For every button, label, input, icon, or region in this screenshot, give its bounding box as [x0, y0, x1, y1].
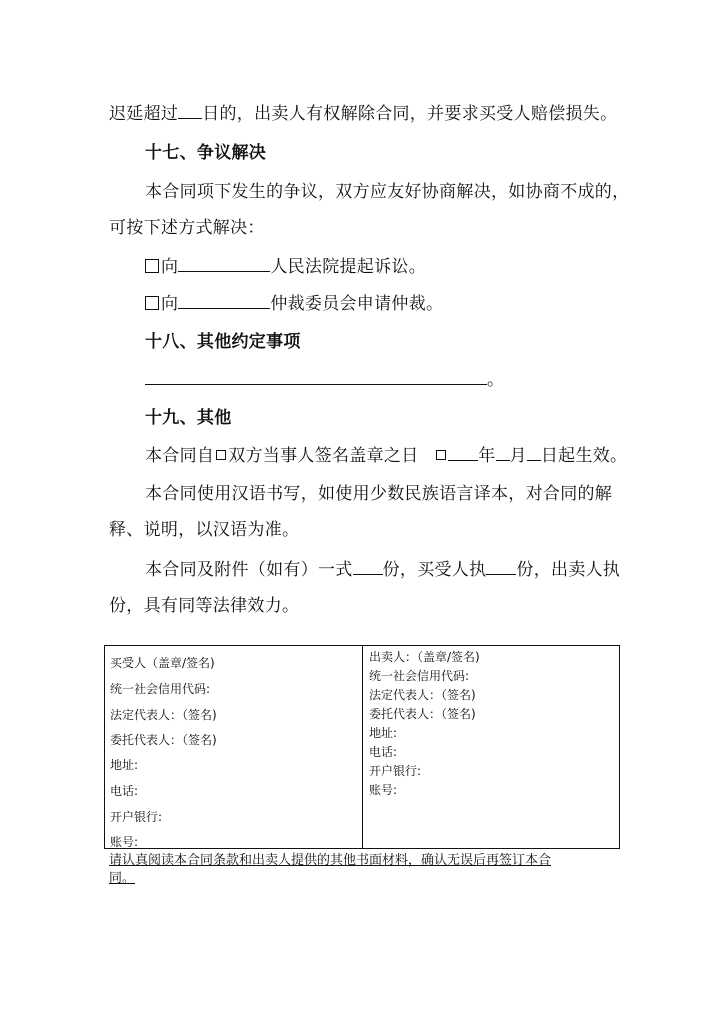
option-court-text: 人民法院提起诉讼。 — [270, 257, 427, 277]
effective-prefix: 本合同自 — [145, 446, 215, 466]
reading-notice-line1: 请认真阅读本合同条款和出卖人提供的其他书面材料，确认无误后再签订本合 — [109, 853, 552, 868]
heading-17: 十七、争议解决 — [145, 143, 267, 163]
option-court-prefix: 向 — [161, 257, 179, 277]
buyer-account: 账号: — [110, 835, 139, 849]
blank-arbitration — [178, 294, 270, 309]
checkbox-arbitration[interactable] — [145, 296, 159, 310]
seller-credit-code: 统一社会信用代码: — [369, 669, 470, 683]
blank-days — [178, 104, 202, 119]
other-terms-line — [145, 370, 504, 390]
blank-total-copies — [353, 560, 383, 575]
month-label: 月 — [509, 446, 527, 466]
buyer-legal-rep: 法定代表人：（签名) — [110, 708, 217, 722]
buyer-bank: 开户银行: — [110, 810, 163, 824]
blank-year — [448, 446, 478, 461]
delay-text-a: 迟延超过 — [109, 104, 179, 124]
blank-court — [178, 257, 270, 272]
buyer-address: 地址: — [110, 758, 139, 772]
effective-option-a: 双方当事人签名盖章之日 — [228, 446, 419, 466]
seller-seal: 出卖人：（盖章/签名) — [369, 650, 480, 664]
copies-text-a: 本合同及附件（如有）一式 — [145, 560, 353, 580]
seller-phone: 电话: — [369, 745, 398, 759]
heading-18: 十八、其他约定事项 — [145, 332, 301, 352]
blank-buyer-copies — [486, 560, 516, 575]
option-arbitration — [145, 294, 443, 314]
buyer-credit-code: 统一社会信用代码: — [110, 682, 211, 696]
seller-legal-rep: 法定代表人：（签名) — [369, 688, 476, 702]
seller-agent: 委托代表人：（签名) — [369, 707, 476, 721]
copies-line2: 份，具有同等法律效力。 — [109, 596, 300, 616]
blank-day — [527, 446, 541, 461]
signature-table — [104, 645, 620, 849]
buyer-phone: 电话: — [110, 784, 139, 798]
copies-line1 — [145, 560, 620, 580]
delay-clause-line — [109, 104, 617, 124]
language-line2: 释、说明，以汉语为准。 — [109, 520, 300, 540]
checkbox-specific-date[interactable] — [436, 450, 446, 460]
checkbox-court[interactable] — [145, 259, 159, 273]
effective-date-line — [145, 446, 627, 466]
checkbox-signing-date[interactable] — [216, 450, 226, 460]
delay-text-b: 日的，出卖人有权解除合同，并要求买受人赔偿损失。 — [202, 104, 618, 124]
buyer-agent: 委托代表人：（签名) — [110, 733, 217, 747]
para-17-line1: 本合同项下发生的争议，双方应友好协商解决，如协商不成的， — [145, 182, 630, 202]
seller-address: 地址: — [369, 726, 398, 740]
heading-19: 十九、其他 — [145, 408, 232, 428]
year-label: 年 — [478, 446, 496, 466]
effective-suffix: 日起生效。 — [540, 446, 628, 466]
buyer-seal: 买受人（盖章/签名) — [110, 656, 215, 670]
option-arbitration-text: 仲裁委员会申请仲裁。 — [270, 294, 444, 314]
reading-notice-line2: 同。 — [109, 871, 136, 886]
option-court — [145, 257, 426, 277]
blank-other-terms — [145, 370, 487, 385]
option-arbitration-prefix: 向 — [161, 294, 179, 314]
seller-account: 账号: — [369, 783, 398, 797]
blank-month — [496, 446, 510, 461]
copies-text-c: 份，出卖人执 — [516, 560, 621, 580]
other-terms-end: 。 — [487, 370, 505, 390]
seller-bank: 开户银行: — [369, 764, 422, 778]
table-divider — [362, 646, 363, 848]
language-line1: 本合同使用汉语书写，如使用少数民族语言译本，对合同的解 — [145, 484, 613, 504]
para-17-line2: 可按下述方式解决： — [109, 218, 265, 238]
copies-text-b: 份，买受人执 — [382, 560, 487, 580]
reading-notice — [109, 852, 619, 888]
